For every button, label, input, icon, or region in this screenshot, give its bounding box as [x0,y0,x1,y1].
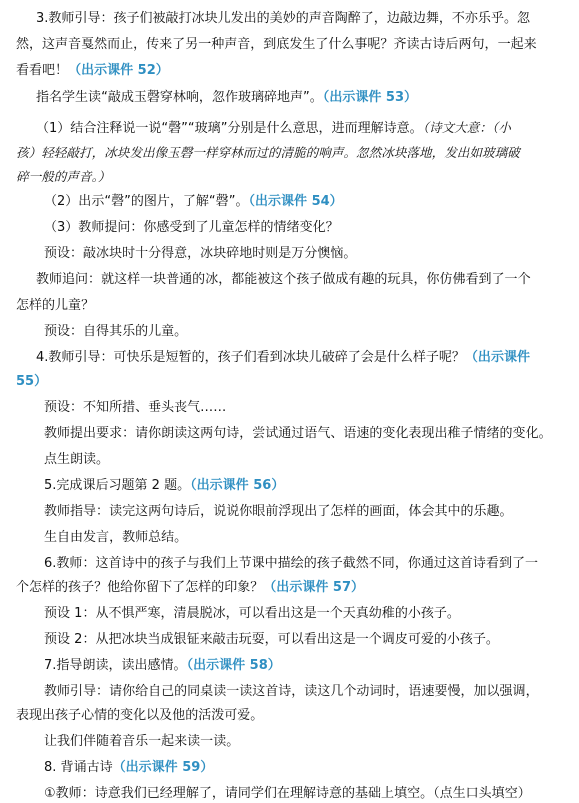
text-line [16,144,579,163]
line-text: 5.完成课后习题第 2 题。 [44,478,191,493]
poem-meaning-note: （诗文大意：（小 [422,120,511,135]
courseware-reference: （出示课件 54） [248,194,343,209]
line-text: 让我们伴随着音乐一起来读一读。 [44,734,240,749]
text-line [44,245,579,263]
line-text: 预设：敲冰块时十分得意，冰块碎地时则是万分懊恼。 [44,246,357,261]
text-line [36,119,579,138]
text-line [44,785,579,803]
line-text: 点生朗读。 [44,452,110,467]
text-line [16,297,579,315]
text-line [16,579,579,597]
line-text: 怎样的儿童？ [16,298,95,313]
text-line [44,323,579,341]
text-line [44,605,579,623]
courseware-reference: （出示课件 58） [186,658,281,673]
line-text: （2）出示“磬”的图片，了解“磬”。 [44,194,249,209]
courseware-reference: （出示课件 53） [322,90,418,105]
text-line [36,89,579,107]
text-line [16,707,579,725]
courseware-reference: 55） [16,374,48,389]
text-line [44,451,579,469]
text-line [44,631,579,649]
text-line [36,271,579,289]
line-text: 7.指导朗读，读出感情。 [44,658,187,673]
text-line [44,529,579,547]
text-line [44,759,579,777]
courseware-reference: （出示课件 57） [263,580,365,595]
line-text: 预设 2：从把冰块当成银钲来敲击玩耍，可以看出这是一个调皮可爱的小孩子。 [44,632,499,647]
poem-meaning-note: 孩）轻轻敲打，冰块发出像玉磬一样穿林而过的清脆的响声。忽然冰块落地，发出如玻璃破 [16,145,520,160]
line-text: 预设 1：从不惧严寒，清晨脱冰，可以看出这是一个天真幼稚的小孩子。 [44,606,460,621]
text-line [16,36,579,54]
line-text: （1）结合注释说一说“磬”“玻璃”分别是什么意思，进而理解诗意。 [36,121,423,136]
line-text: （3）教师提问：你感受到了儿童怎样的情绪变化？ [44,220,339,235]
text-line [36,10,579,28]
line-text: 表现出孩子心情的变化以及他的活泼可爱。 [16,708,264,723]
text-line [44,193,579,211]
text-line [16,373,579,391]
line-text: 预设：不知所措、垂头丧气…… [44,400,227,415]
courseware-reference: （出示课件 56） [190,478,285,493]
text-line [44,683,579,701]
line-text: 8. 背诵古诗 [44,760,113,775]
text-line [44,733,579,751]
text-line [44,219,579,237]
text-line [44,503,579,521]
line-text: 4.教师引导：可快乐是短暂的，孩子们看到冰块儿破碎了会是什么样子呢？ [36,350,465,365]
text-line [16,168,579,187]
text-line [16,62,579,80]
line-text: 教师提出要求：请你朗读这两句诗，尝试通过语气、语速的变化表现出稚子情绪的变化。 [44,426,552,441]
text-line [44,657,579,675]
text-line [36,349,579,367]
line-text: 预设：自得其乐的儿童。 [44,324,188,339]
line-text: 个怎样的孩子？他给你留下了怎样的印象？ [16,580,264,595]
line-text: 指名学生读“敲成玉磬穿林响，忽作玻璃碎地声”。 [36,90,323,105]
line-text: 3.教师引导：孩子们被敲打冰块儿发出的美妙的声音陶醉了，边敲边舞，不亦乐乎。忽 [36,11,530,26]
text-line [44,555,579,573]
line-text: 教师追问：就这样一块普通的冰，都能被这个孩子做成有趣的玩具，你仿佛看到了一个 [36,272,531,287]
line-text: 教师指导：读完这两句诗后，说说你眼前浮现出了怎样的画面，体会其中的乐趣。 [44,504,513,519]
line-text: 看看吧！ [16,63,69,78]
line-text: ①教师：诗意我们已经理解了，请同学们在理解诗意的基础上填空。（点生口头填空） [44,786,531,801]
line-text: 教师引导：请你给自己的同桌读一读这首诗，读这几个动词时，语速要慢，加以强调， [44,684,539,699]
text-line [44,399,579,417]
courseware-reference: （出示课件 52） [68,63,169,78]
courseware-reference: （出示课件 [464,350,530,365]
line-text: 然，这声音戛然而止，传来了另一种声音，到底发生了什么事呢？齐读古诗后两句，一起来 [16,37,537,52]
text-line [44,425,579,443]
text-line [44,477,579,495]
courseware-reference: （出示课件 59） [112,760,214,775]
line-text: 生自由发言，教师总结。 [44,530,188,545]
poem-meaning-note: 碎一般的声音。） [16,169,111,184]
line-text: 6.教师：这首诗中的孩子与我们上节课中描绘的孩子截然不同，你通过这首诗看到了一 [44,556,538,571]
